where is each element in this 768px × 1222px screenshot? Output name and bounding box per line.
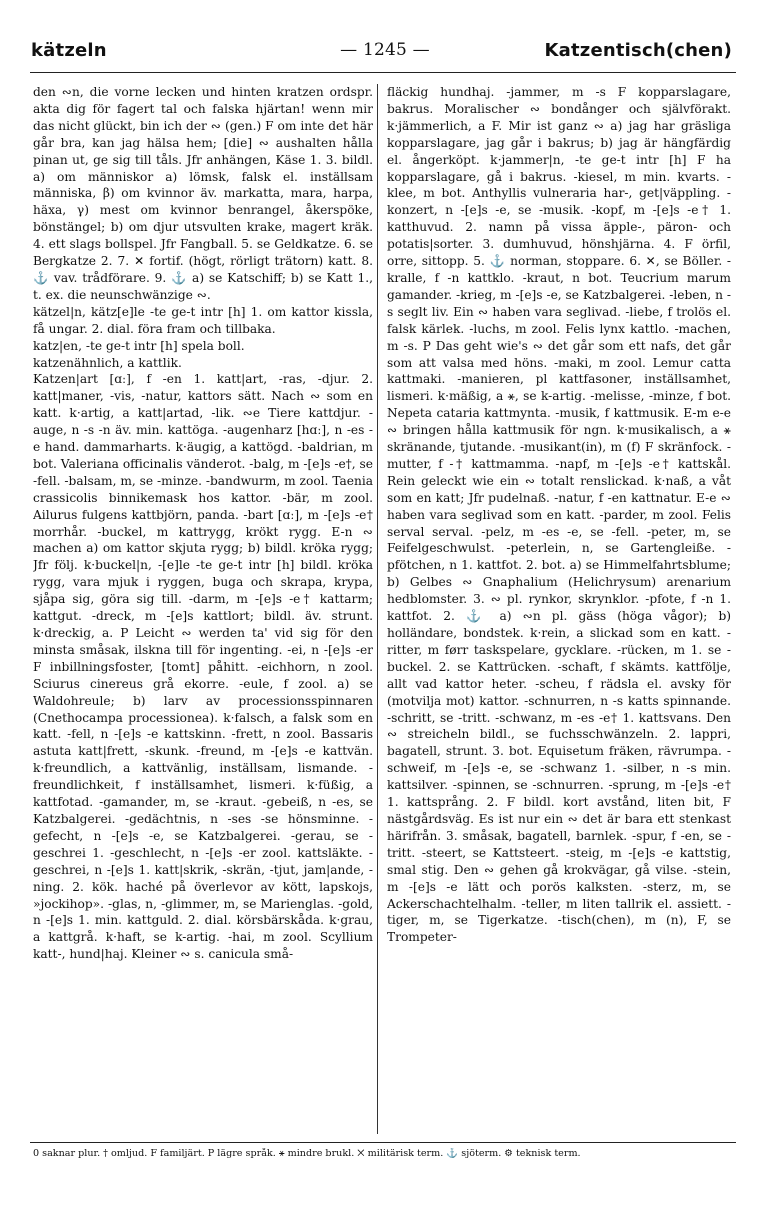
entry-paragraph: fläckig hundhaj. -jammer, m -s F kopparslagare, bakrus. Moralischer ∾ bondånger och självförakt. k·jämmerlich, a F. Mir ist ganz ∾ a) jag har gräsliga kopparslagare, jag går i bakrus; b) jag är hängfärdig el. ångerköpt. k·jammer|n, -te ge-t intr [h] F ha kopparslagare, gå i bakrus. -kiesel, m min. kvarts. -klee, m bot. Anthyllis vulneraria har-, get|väppling. -konzert, n -[e]s -e, se -musik. -kopf, m -[e]s -e† 1. katthuvud. 2. namn på vissa äpple-, päron- och potatis|sorter. 3. dumhuvud, hönshjärna. 4. F örfil, orre, sittopp. 5. ⚓ norman, stoppare. 6. ✕, se Böller. -kralle, f -n kattklo. -kraut, n bot. Teucrium marum gamander. -krieg, m -[e]s -e, se Katzbalgerei. -leben, n -s seglt liv. Ein ∾ haben vara seglivad. -liebe, f trolös el. falsk kärlek. -luchs, m zool. Felis lynx kattlo. -machen, m -s. P Das geht wie's ∾ det går som ett nafs, det går som att valsa med höns. -maki, m zool. Lemur catta kattmaki. -manieren, pl kattfasoner, inställsamhet, lismeri. k·mäßig, a ⚹, se k-artig. -melisse, -minze, f bot. Nepeta cataria kattmynta. -musik, f kattmusik. E-m e-e ∾ bringen hålla kattmusik för ngn. k·musikalisch, a ⚹ skränande, tjutande. -musikant(in), m (f) F skränfock. -mutter, f -† kattmamma. -napf, m -[e]s -e† kattskål. Rein geleckt wie ein ∾ totalt renslickad. k·naß, a våt som en katt; Jfr pudelnaß. -natur, f -en kattnatur. E-e ∾ haben vara seglivad som en katt. -parder, m zool. Felis serval serval. -pelz, m -es -e, se -fell. -peter, m, se Feifelgeschwulst. -peterlein, n, se Gartengleiße. -pfötchen, n 1. kattfot. 2. bot. a) se Himmelfahrtsblume; b) Gelbes ∾ Gnaphalium (Helichrysum) arenarium hedblomster. 3. ∾ pl. rynkor, skrynklor. -pfote, f -n 1. kattfot. 2. ⚓ a) ∾n pl. gäss (höga vågor); b) holländare, bondstek. k·rein, a slickad som en katt. -ritter, m førr taskspelare, gycklare. -rücken, m 1. se -buckel. 2. se Kattrücken. -schaft, f skämts. kattfölje, allt vad kattor heter. -scheu, f rädsla el. avsky för (motvilja mot) kattor. -schnurren, n -s katts spinnande. -schritt, se -tritt. -schwanz, m -es -e† 1. kattsvans. Den ∾ streicheln bildl., se fuchsschwänzeln. 2. lappri, bagatell, strunt. 3. bot. Equisetum fräken, rävrumpa. -schweif, m -[e]s -e, se -schwanz 1. -silber, n -s min. kattsilver. -spinnen, se -schnurren. -sprung, m -[e]s -e† 1. kattsprång. 2. F bildl. kort avstånd, liten bit, F nästgårdsväg. Es ist nur ein ∾ det är bara ett stenkast härifrån. 3. småsak, bagatell, barnlek. -spur, f -en, se -tritt. -steert, se Kattsteert. -steig, m -[e]s -e kattstig, smal stig. Den ∾ gehen gå krokvägar, gå vilse. -stein, m -[e]s -e lätt och porös kalksten. -sterz, m, se Ackerschachtelhalm. -teller, m liten tallrik el. assiett. -tiger, m, se Tigerkatze. -tisch(chen), m (n), F, se Trompeter- <box>387 85 731 945</box>
left-column <box>33 84 373 1134</box>
entry-paragraph: kätzel|n, kätz[e]le -te ge-t intr [h] 1. om kattor kissla, få ungar. 2. dial. föra fram och tillbaka. <box>33 304 373 336</box>
entry-paragraph: den ∾n, die vorne lecken und hinten kratzen ordspr. akta dig för fagert tal och falska hjärtan! wenn mir das nicht glückt, bin ich der ∾ (gen.) F om inte det här går bra, kan jag hälsa hem; [die] ∾ aushalten hålla pinan ut, ge sig till tåls. Jfr anhängen, Käse 1. 3. bildl. a) om människor a) lömsk, falsk el. inställsam människa, β) om kvinnor äv. markatta, mara, harpa, häxa, γ) mest om kvinnor benrangel, åkerspöke, bönstängel; b) om djur utsvulten krake, magert kräk. 4. ett slags bollspel. Jfr Fangball. 5. se Geldkatze. 6. se Bergkatze 2. 7. ✕ fortif. (högt, rörligt trätorn) katt. 8. ⚓ vav. trådförare. 9. ⚓ a) se Katschiff; b) se Katt 1., t. ex. die neunschwänzige ∾. <box>33 85 373 302</box>
entry-paragraph: katz|en, -te ge-t intr [h] spela boll. <box>33 338 245 353</box>
header-right-guideword: Katzentisch(chen) <box>544 40 732 61</box>
entry-paragraph: katzenähnlich, a kattlik. <box>33 355 182 370</box>
header-left-guideword: kätzeln <box>31 40 107 61</box>
right-column <box>387 84 731 1134</box>
column-divider <box>377 84 378 1134</box>
entry-paragraph: Katzen|art [ɑː], f -en 1. katt|art, -ras, -djur. 2. katt|maner, -vis, -natur, kattors sätt. Nach ∾ som en katt. k·artig, a katt|artad, -lik. ∾e Tiere kattdjur. -auge, n -s -n äv. min. kattöga. -augenharz [hɑː], n -es -e hand. dammarharts. k·äugig, a kattögd. -baldrian, m bot. Valeriana officinalis vänderot. -balg, m -[e]s -e†, se -fell. -balsam, m, se -minze. -bandwurm, m zool. Taenia crassicolis binnikemask hos kattor. -bär, m zool. Ailurus fulgens kattbjörn, panda. -bart [ɑː], m -[e]s -e† morrhår. -buckel, m kattrygg, krökt rygg. E-n ∾ machen a) om kattor skjuta rygg; b) bildl. kröka rygg; Jfr följ. k·buckel|n, -[e]le -te ge-t intr [h] bildl. kröka rygg, vara mjuk i ryggen, buga och skrapa, krypa, sjåpa sig, göra sig till. -darm, m -[e]s -e† kattarm; kattgut. -dreck, m -[e]s kattlort; bildl. äv. strunt. k·dreckig, a. P Leicht ∾ werden ta' vid sig för den minsta småsak, ilskna till för ingenting. -ei, n -[e]s -er F inbillningsfoster, [tomt] påhitt. -eichhorn, n zool. Sciurus cinereus grå ekorre. -eule, f zool. a) se Waldohreule; b) larv av processionsspinnaren (Cnethocampa processionea). k·falsch, a falsk som en katt. -fell, n -[e]s -e kattskinn. -frett, n zool. Bassaris astuta katt|frett, -skunk. -freund, m -[e]s -e kattvän. k·freundlich, a kattvänlig, inställsam, lismande. -freundlichkeit, f inställsamhet, lismeri. k·füßig, a kattfotad. -gamander, m, se -kraut. -gebeiß, n -es, se Katzbalgerei. -gedächtnis, n -ses -se hönsminne. -gefecht, n -[e]s -e, se Katzbalgerei. -gerau, se -geschrei 1. -geschlecht, n -[e]s -er zool. kattsläkte. -geschrei, n -[e]s 1. katt|skrik, -skrän, -tjut, jam|ande, -ning. 2. kök. haché på överlevor av kött, lapskojs, »jockihop». -glas, n, -glimmer, m, se Marienglas. -gold, n -[e]s 1. min. kattguld. 2. dial. körsbärskåda. k·grau, a kattgrå. k·haft, se k-artig. -hai, m zool. Scyllium katt-, hund|haj. Kleiner ∾ s. canicula små- <box>33 372 373 962</box>
page-number: — 1245 — <box>340 40 430 60</box>
header-rule <box>30 72 736 73</box>
footer-rule <box>30 1142 736 1143</box>
abbreviation-legend: 0 saknar plur. † omljud. F familjärt. P lägre språk. ⚹ mindre brukl. ✕ militärisk term. ⚓ sjöterm. ⚙ teknisk term. <box>33 1148 581 1159</box>
